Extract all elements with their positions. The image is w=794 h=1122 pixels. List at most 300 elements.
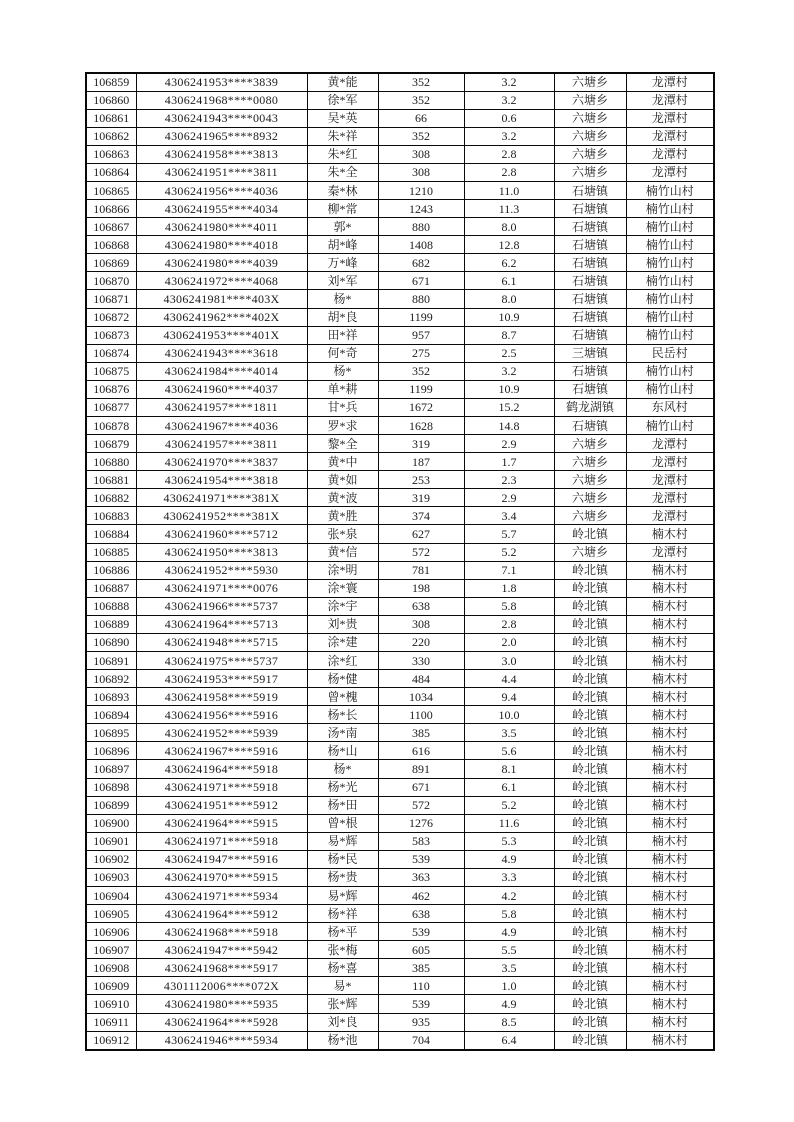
cell-township: 六塘乡	[554, 543, 626, 561]
cell-village: 楠竹山村	[626, 308, 714, 326]
cell-village: 楠木村	[626, 796, 714, 814]
cell-amount: 187	[378, 453, 464, 471]
cell-percentage: 10.9	[464, 380, 554, 398]
cell-village: 龙潭村	[626, 73, 714, 91]
cell-village: 龙潭村	[626, 435, 714, 453]
cell-percentage: 3.2	[464, 127, 554, 145]
cell-township: 岭北镇	[554, 633, 626, 651]
table-row	[86, 272, 714, 290]
cell-village: 楠木村	[626, 1031, 714, 1050]
cell-id-card-number: 4306241947****5916	[136, 850, 307, 868]
cell-sequence-number: 106909	[86, 977, 136, 995]
cell-amount: 880	[378, 290, 464, 308]
cell-percentage: 5.3	[464, 832, 554, 850]
cell-township: 岭北镇	[554, 579, 626, 597]
cell-name: 罗*求	[307, 416, 378, 434]
cell-name: 黄*如	[307, 471, 378, 489]
cell-amount: 605	[378, 941, 464, 959]
cell-id-card-number: 4306241975****5737	[136, 652, 307, 670]
cell-amount: 957	[378, 326, 464, 344]
cell-id-card-number: 4306241970****3837	[136, 453, 307, 471]
cell-village: 楠木村	[626, 1013, 714, 1031]
cell-name: 胡*峰	[307, 236, 378, 254]
table-row	[86, 597, 714, 615]
cell-amount: 1628	[378, 416, 464, 434]
table-row	[86, 941, 714, 959]
cell-township: 六塘乡	[554, 145, 626, 163]
cell-name: 秦*林	[307, 181, 378, 199]
table-body	[86, 73, 714, 1050]
table-row	[86, 868, 714, 886]
cell-name: 杨*贵	[307, 868, 378, 886]
table-row	[86, 1031, 714, 1050]
cell-sequence-number: 106901	[86, 832, 136, 850]
cell-amount: 539	[378, 923, 464, 941]
cell-village: 龙潭村	[626, 109, 714, 127]
table-row	[86, 814, 714, 832]
table-row	[86, 742, 714, 760]
cell-township: 岭北镇	[554, 796, 626, 814]
cell-id-card-number: 4306241958****5919	[136, 688, 307, 706]
cell-amount: 363	[378, 868, 464, 886]
cell-id-card-number: 4306241952****5939	[136, 724, 307, 742]
cell-percentage: 3.2	[464, 91, 554, 109]
cell-name: 杨*	[307, 760, 378, 778]
cell-percentage: 4.4	[464, 670, 554, 688]
cell-township: 石塘镇	[554, 200, 626, 218]
cell-village: 楠竹山村	[626, 326, 714, 344]
table-row	[86, 109, 714, 127]
cell-amount: 704	[378, 1031, 464, 1050]
cell-township: 岭北镇	[554, 850, 626, 868]
cell-village: 龙潭村	[626, 543, 714, 561]
table-row	[86, 543, 714, 561]
cell-id-card-number: 4306241965****8932	[136, 127, 307, 145]
cell-village: 楠竹山村	[626, 218, 714, 236]
cell-percentage: 3.2	[464, 362, 554, 380]
cell-township: 石塘镇	[554, 181, 626, 199]
table-row	[86, 561, 714, 579]
cell-sequence-number: 106864	[86, 163, 136, 181]
cell-village: 龙潭村	[626, 489, 714, 507]
table-row	[86, 236, 714, 254]
cell-percentage: 4.9	[464, 850, 554, 868]
cell-id-card-number: 4306241951****5912	[136, 796, 307, 814]
cell-name: 吴*英	[307, 109, 378, 127]
cell-id-card-number: 4306241981****403X	[136, 290, 307, 308]
cell-village: 楠木村	[626, 778, 714, 796]
cell-sequence-number: 106911	[86, 1013, 136, 1031]
cell-amount: 220	[378, 633, 464, 651]
cell-name: 杨*健	[307, 670, 378, 688]
cell-id-card-number: 4306241951****3811	[136, 163, 307, 181]
cell-id-card-number: 4306241952****381X	[136, 507, 307, 525]
cell-percentage: 1.0	[464, 977, 554, 995]
cell-id-card-number: 4306241956****5916	[136, 706, 307, 724]
cell-township: 岭北镇	[554, 760, 626, 778]
cell-township: 岭北镇	[554, 832, 626, 850]
table-row	[86, 489, 714, 507]
cell-id-card-number: 4306241958****3813	[136, 145, 307, 163]
cell-amount: 1199	[378, 380, 464, 398]
cell-percentage: 10.0	[464, 706, 554, 724]
table-row	[86, 724, 714, 742]
table-row	[86, 959, 714, 977]
cell-name: 曾*根	[307, 814, 378, 832]
table-row	[86, 670, 714, 688]
cell-village: 楠竹山村	[626, 272, 714, 290]
cell-township: 六塘乡	[554, 489, 626, 507]
cell-township: 岭北镇	[554, 941, 626, 959]
cell-township: 石塘镇	[554, 254, 626, 272]
cell-amount: 671	[378, 778, 464, 796]
cell-name: 黄*波	[307, 489, 378, 507]
cell-id-card-number: 4306241971****5918	[136, 778, 307, 796]
cell-sequence-number: 106887	[86, 579, 136, 597]
cell-amount: 253	[378, 471, 464, 489]
cell-name: 涂*建	[307, 633, 378, 651]
cell-sequence-number: 106912	[86, 1031, 136, 1050]
cell-id-card-number: 4301112006****072X	[136, 977, 307, 995]
cell-township: 岭北镇	[554, 706, 626, 724]
cell-village: 楠竹山村	[626, 200, 714, 218]
cell-id-card-number: 4306241946****5934	[136, 1031, 307, 1050]
cell-id-card-number: 4306241964****5713	[136, 615, 307, 633]
cell-village: 楠木村	[626, 941, 714, 959]
cell-amount: 319	[378, 489, 464, 507]
cell-id-card-number: 4306241943****0043	[136, 109, 307, 127]
cell-sequence-number: 106888	[86, 597, 136, 615]
cell-village: 楠竹山村	[626, 254, 714, 272]
cell-percentage: 2.8	[464, 615, 554, 633]
table-row	[86, 507, 714, 525]
cell-name: 杨*喜	[307, 959, 378, 977]
cell-name: 杨*祥	[307, 905, 378, 923]
cell-amount: 539	[378, 995, 464, 1013]
cell-amount: 1100	[378, 706, 464, 724]
cell-amount: 1276	[378, 814, 464, 832]
cell-township: 岭北镇	[554, 887, 626, 905]
cell-village: 楠竹山村	[626, 181, 714, 199]
cell-id-card-number: 4306241980****4039	[136, 254, 307, 272]
cell-percentage: 5.6	[464, 742, 554, 760]
cell-percentage: 6.1	[464, 272, 554, 290]
cell-township: 石塘镇	[554, 362, 626, 380]
cell-percentage: 5.8	[464, 597, 554, 615]
cell-township: 岭北镇	[554, 561, 626, 579]
cell-village: 楠木村	[626, 742, 714, 760]
table-row	[86, 905, 714, 923]
cell-amount: 275	[378, 344, 464, 362]
cell-sequence-number: 106879	[86, 435, 136, 453]
cell-sequence-number: 106861	[86, 109, 136, 127]
cell-percentage: 8.7	[464, 326, 554, 344]
cell-name: 刘*良	[307, 1013, 378, 1031]
cell-township: 岭北镇	[554, 905, 626, 923]
cell-percentage: 5.8	[464, 905, 554, 923]
cell-village: 东风村	[626, 398, 714, 416]
cell-id-card-number: 4306241964****5912	[136, 905, 307, 923]
cell-amount: 583	[378, 832, 464, 850]
table-row	[86, 977, 714, 995]
cell-village: 楠木村	[626, 561, 714, 579]
cell-id-card-number: 4306241950****3813	[136, 543, 307, 561]
cell-sequence-number: 106897	[86, 760, 136, 778]
cell-amount: 330	[378, 652, 464, 670]
cell-sequence-number: 106904	[86, 887, 136, 905]
cell-id-card-number: 4306241964****5918	[136, 760, 307, 778]
table-row	[86, 91, 714, 109]
cell-village: 龙潭村	[626, 91, 714, 109]
cell-amount: 1672	[378, 398, 464, 416]
cell-id-card-number: 4306241953****3839	[136, 73, 307, 91]
cell-amount: 1034	[378, 688, 464, 706]
cell-id-card-number: 4306241957****1811	[136, 398, 307, 416]
cell-sequence-number: 106862	[86, 127, 136, 145]
cell-id-card-number: 4306241980****5935	[136, 995, 307, 1013]
cell-sequence-number: 106863	[86, 145, 136, 163]
cell-township: 六塘乡	[554, 109, 626, 127]
cell-sequence-number: 106865	[86, 181, 136, 199]
table-row	[86, 887, 714, 905]
table-row	[86, 760, 714, 778]
cell-township: 六塘乡	[554, 471, 626, 489]
table-row	[86, 218, 714, 236]
cell-village: 楠竹山村	[626, 362, 714, 380]
cell-percentage: 2.9	[464, 489, 554, 507]
cell-sequence-number: 106885	[86, 543, 136, 561]
cell-amount: 627	[378, 525, 464, 543]
cell-village: 楠木村	[626, 688, 714, 706]
cell-township: 石塘镇	[554, 272, 626, 290]
cell-township: 三塘镇	[554, 344, 626, 362]
cell-name: 易*辉	[307, 832, 378, 850]
cell-id-card-number: 4306241968****5918	[136, 923, 307, 941]
table-row	[86, 181, 714, 199]
cell-percentage: 11.0	[464, 181, 554, 199]
cell-id-card-number: 4306241952****5930	[136, 561, 307, 579]
table-row	[86, 579, 714, 597]
cell-percentage: 3.5	[464, 959, 554, 977]
data-table	[85, 72, 715, 1051]
cell-village: 楠竹山村	[626, 416, 714, 434]
table-row	[86, 1013, 714, 1031]
cell-percentage: 3.3	[464, 868, 554, 886]
cell-village: 楠木村	[626, 760, 714, 778]
cell-township: 岭北镇	[554, 778, 626, 796]
cell-percentage: 15.2	[464, 398, 554, 416]
cell-percentage: 14.8	[464, 416, 554, 434]
table-row	[86, 145, 714, 163]
cell-id-card-number: 4306241962****402X	[136, 308, 307, 326]
table-row	[86, 995, 714, 1013]
cell-amount: 935	[378, 1013, 464, 1031]
table-row	[86, 652, 714, 670]
cell-id-card-number: 4306241980****4011	[136, 218, 307, 236]
cell-name: 黄*胜	[307, 507, 378, 525]
cell-amount: 352	[378, 127, 464, 145]
table-row	[86, 127, 714, 145]
cell-village: 楠木村	[626, 995, 714, 1013]
cell-township: 石塘镇	[554, 416, 626, 434]
cell-sequence-number: 106877	[86, 398, 136, 416]
cell-township: 六塘乡	[554, 163, 626, 181]
cell-village: 楠木村	[626, 923, 714, 941]
cell-township: 鹤龙湖镇	[554, 398, 626, 416]
cell-id-card-number: 4306241960****4037	[136, 380, 307, 398]
cell-name: 易*	[307, 977, 378, 995]
cell-sequence-number: 106886	[86, 561, 136, 579]
cell-village: 楠木村	[626, 977, 714, 995]
cell-percentage: 2.5	[464, 344, 554, 362]
cell-name: 张*辉	[307, 995, 378, 1013]
cell-percentage: 3.4	[464, 507, 554, 525]
cell-name: 杨*	[307, 362, 378, 380]
cell-village: 民岳村	[626, 344, 714, 362]
cell-id-card-number: 4306241967****4036	[136, 416, 307, 434]
cell-name: 杨*光	[307, 778, 378, 796]
cell-amount: 572	[378, 543, 464, 561]
cell-sequence-number: 106880	[86, 453, 136, 471]
table-row	[86, 706, 714, 724]
cell-sequence-number: 106890	[86, 633, 136, 651]
cell-percentage: 8.0	[464, 218, 554, 236]
cell-name: 柳*常	[307, 200, 378, 218]
cell-amount: 638	[378, 905, 464, 923]
cell-sequence-number: 106867	[86, 218, 136, 236]
cell-amount: 110	[378, 977, 464, 995]
cell-amount: 198	[378, 579, 464, 597]
cell-amount: 572	[378, 796, 464, 814]
cell-sequence-number: 106910	[86, 995, 136, 1013]
cell-sequence-number: 106903	[86, 868, 136, 886]
cell-percentage: 12.8	[464, 236, 554, 254]
cell-township: 六塘乡	[554, 435, 626, 453]
table-row	[86, 380, 714, 398]
table-row	[86, 435, 714, 453]
cell-name: 张*泉	[307, 525, 378, 543]
cell-township: 岭北镇	[554, 688, 626, 706]
cell-percentage: 3.2	[464, 73, 554, 91]
cell-amount: 66	[378, 109, 464, 127]
cell-name: 涂*宇	[307, 597, 378, 615]
cell-percentage: 5.2	[464, 796, 554, 814]
cell-township: 六塘乡	[554, 507, 626, 525]
cell-id-card-number: 4306241953****401X	[136, 326, 307, 344]
cell-amount: 308	[378, 163, 464, 181]
cell-name: 刘*贵	[307, 615, 378, 633]
table-row	[86, 850, 714, 868]
cell-sequence-number: 106866	[86, 200, 136, 218]
cell-name: 郭*	[307, 218, 378, 236]
cell-amount: 1210	[378, 181, 464, 199]
cell-amount: 385	[378, 959, 464, 977]
cell-village: 龙潭村	[626, 127, 714, 145]
table-row	[86, 778, 714, 796]
cell-percentage: 6.2	[464, 254, 554, 272]
cell-name: 杨*	[307, 290, 378, 308]
cell-name: 何*奇	[307, 344, 378, 362]
cell-percentage: 1.7	[464, 453, 554, 471]
cell-village: 楠木村	[626, 832, 714, 850]
cell-id-card-number: 4306241972****4068	[136, 272, 307, 290]
cell-village: 楠木村	[626, 850, 714, 868]
cell-township: 石塘镇	[554, 326, 626, 344]
cell-village: 楠竹山村	[626, 380, 714, 398]
cell-percentage: 11.3	[464, 200, 554, 218]
cell-sequence-number: 106875	[86, 362, 136, 380]
cell-village: 龙潭村	[626, 163, 714, 181]
cell-township: 六塘乡	[554, 91, 626, 109]
cell-amount: 671	[378, 272, 464, 290]
cell-township: 岭北镇	[554, 597, 626, 615]
table-row	[86, 254, 714, 272]
cell-township: 石塘镇	[554, 218, 626, 236]
cell-sequence-number: 106893	[86, 688, 136, 706]
cell-sequence-number: 106881	[86, 471, 136, 489]
cell-percentage: 6.1	[464, 778, 554, 796]
cell-sequence-number: 106868	[86, 236, 136, 254]
cell-sequence-number: 106895	[86, 724, 136, 742]
cell-id-card-number: 4306241957****3811	[136, 435, 307, 453]
cell-name: 涂*寰	[307, 579, 378, 597]
table-row	[86, 525, 714, 543]
cell-id-card-number: 4306241947****5942	[136, 941, 307, 959]
cell-percentage: 2.8	[464, 163, 554, 181]
cell-name: 田*祥	[307, 326, 378, 344]
table-row	[86, 633, 714, 651]
cell-amount: 462	[378, 887, 464, 905]
cell-amount: 682	[378, 254, 464, 272]
cell-amount: 352	[378, 91, 464, 109]
cell-id-card-number: 4306241956****4036	[136, 181, 307, 199]
cell-township: 岭北镇	[554, 977, 626, 995]
cell-name: 涂*明	[307, 561, 378, 579]
cell-amount: 385	[378, 724, 464, 742]
cell-percentage: 4.9	[464, 923, 554, 941]
cell-id-card-number: 4306241964****5928	[136, 1013, 307, 1031]
cell-township: 岭北镇	[554, 995, 626, 1013]
cell-sequence-number: 106860	[86, 91, 136, 109]
cell-name: 黄*中	[307, 453, 378, 471]
cell-village: 龙潭村	[626, 145, 714, 163]
cell-township: 岭北镇	[554, 742, 626, 760]
cell-percentage: 2.9	[464, 435, 554, 453]
cell-amount: 616	[378, 742, 464, 760]
cell-township: 六塘乡	[554, 73, 626, 91]
cell-id-card-number: 4306241980****4018	[136, 236, 307, 254]
cell-township: 石塘镇	[554, 290, 626, 308]
cell-name: 甘*兵	[307, 398, 378, 416]
cell-id-card-number: 4306241943****3618	[136, 344, 307, 362]
cell-id-card-number: 4306241960****5712	[136, 525, 307, 543]
cell-sequence-number: 106874	[86, 344, 136, 362]
cell-id-card-number: 4306241954****3818	[136, 471, 307, 489]
cell-sequence-number: 106900	[86, 814, 136, 832]
cell-township: 岭北镇	[554, 1031, 626, 1050]
cell-amount: 880	[378, 218, 464, 236]
table-row	[86, 344, 714, 362]
cell-sequence-number: 106894	[86, 706, 136, 724]
cell-sequence-number: 106907	[86, 941, 136, 959]
cell-amount: 1243	[378, 200, 464, 218]
cell-village: 楠木村	[626, 579, 714, 597]
cell-amount: 781	[378, 561, 464, 579]
cell-name: 张*梅	[307, 941, 378, 959]
cell-amount: 539	[378, 850, 464, 868]
cell-percentage: 9.4	[464, 688, 554, 706]
cell-name: 曾*槐	[307, 688, 378, 706]
